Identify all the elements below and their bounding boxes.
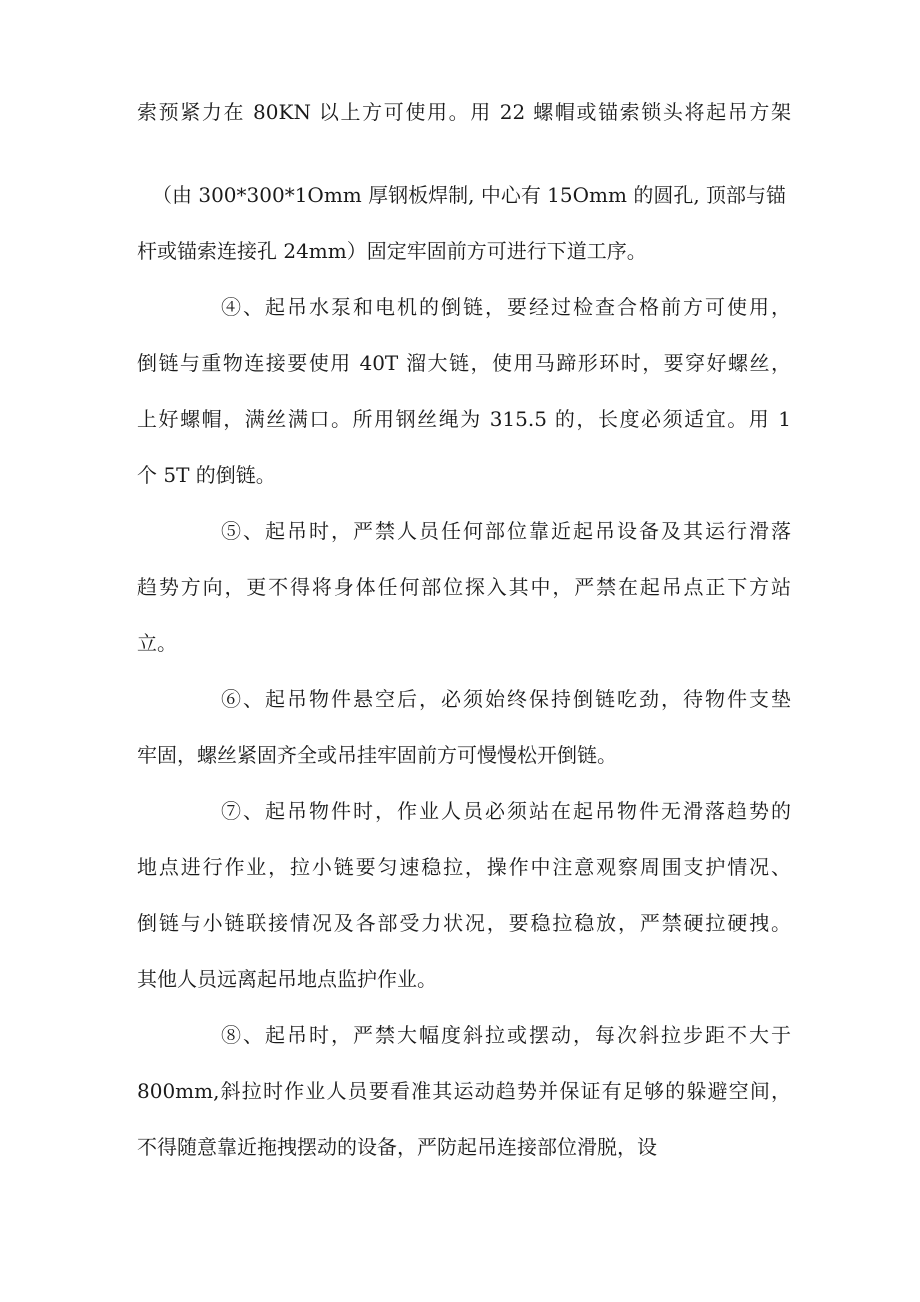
text-line-5: 倒链与重物连接要使用 40T 溜大链，使用马蹄形环时，要穿好螺丝， (137, 351, 791, 375)
text-line-19: 不得随意靠近拖拽摆动的设备，严防起吊连接部位滑脱，设 (137, 1135, 657, 1159)
text-line-2: （由 300*300*1Omm 厚钢板焊制, 中心有 15Omm 的圆孔, 顶部与锚 (152, 183, 787, 207)
text-line-17: ⑧、起吊时，严禁大幅度斜拉或摆动，每次斜拉步距不大于 (221, 1023, 791, 1047)
text-line-13: ⑦、起吊物件时，作业人员必须站在起吊物件无滑落趋势的 (221, 799, 791, 823)
text-line-6: 上好螺帽，满丝满口。所用钢丝绳为 315.5 的，长度必须适宜。用 1 (137, 407, 791, 431)
text-line-12: 牢固，螺丝紧固齐全或吊挂牢固前方可慢慢松开倒链。 (137, 743, 617, 767)
text-line-3: 杆或锚索连接孔 24mm）固定牢固前方可进行下道工序。 (137, 239, 647, 263)
text-line-16: 其他人员远离起吊地点监护作业。 (137, 967, 437, 991)
text-line-9: 趋势方向，更不得将身体任何部位探入其中，严禁在起吊点正下方站 (137, 575, 791, 599)
text-line-4: ④、起吊水泵和电机的倒链，要经过检查合格前方可使用， (221, 295, 791, 319)
text-line-18: 800mm,斜拉时作业人员要看准其运动趋势并保证有足够的躲避空间， (137, 1079, 791, 1103)
text-line-8: ⑤、起吊时，严禁人员任何部位靠近起吊设备及其运行滑落 (221, 519, 791, 543)
text-line-10: 立。 (137, 631, 177, 655)
text-line-1: 索预紧力在 80KN 以上方可使用。用 22 螺帽或锚索锁头将起吊方架 (137, 100, 791, 124)
text-line-15: 倒链与小链联接情况及各部受力状况，要稳拉稳放，严禁硬拉硬拽。 (137, 911, 791, 935)
text-line-14: 地点进行作业，拉小链要匀速稳拉，操作中注意观察周围支护情况、 (137, 855, 791, 879)
text-line-7: 个 5T 的倒链。 (137, 463, 276, 487)
text-line-11: ⑥、起吊物件悬空后，必须始终保持倒链吃劲，待物件支垫 (221, 687, 791, 711)
